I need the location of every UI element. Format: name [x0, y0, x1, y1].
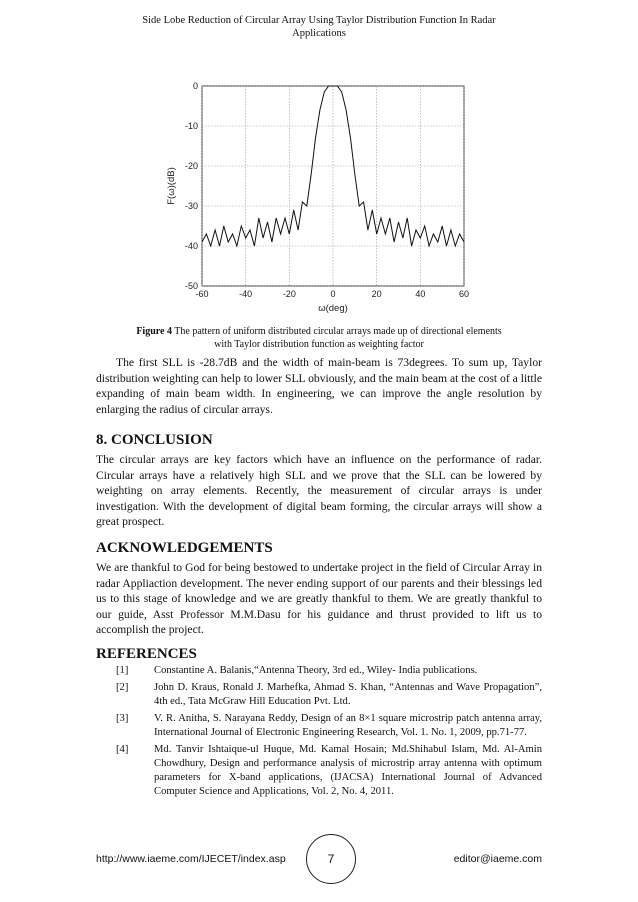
- figure-caption: [96, 325, 542, 351]
- acknowledgements-heading: ACKNOWLEDGEMENTS: [96, 540, 273, 556]
- reference-text: V. R. Anitha, S. Narayana Reddy, Design of an 8×1 square microstrip patch antenna array, International Journal of Electronic Engineering Research, Vol. 1. No. 1, 2009, pp.71-77.: [154, 713, 542, 738]
- caption-line-1: The pattern of uniform distributed circular arrays made up of directional elements: [174, 326, 502, 337]
- y-tick-label: -20: [184, 161, 198, 171]
- x-tick-label: -60: [195, 289, 209, 299]
- reference-item: [96, 712, 542, 740]
- y-tick-label: -10: [184, 121, 198, 131]
- x-axis-label: ω(deg): [318, 303, 348, 314]
- reference-number: [2]: [116, 682, 129, 693]
- footer-url-link[interactable]: http://www.iaeme.com/IJECET/index.asp: [96, 853, 286, 865]
- reference-item: [96, 681, 542, 709]
- conclusion-paragraph: The circular arrays are key factors which have an influence on the performance of radar. Circular arrays have a relatively high SLL and we prove that the SLL can be lowered by weighting on array elements. Recently, the measurement of circular arrays is under investigation. With the development of digital beam forming, the circular arrays will show a great prospect.: [96, 453, 542, 529]
- running-header: [80, 14, 558, 40]
- reference-text: Md. Tanvir Ishtaique-ul Huque, Md. Kamal Hosain; Md.Shihabul Islam, Md. Al-Amin Chowdhury, Design and performance analysis of microstrip array antenna with optimum parameters for X-band applications, (IJACSA) International Journal of Advanced Computer Science and Applications, Vol. 2, No. 4, 2011.: [154, 744, 542, 797]
- y-tick-label: -40: [184, 241, 198, 251]
- reference-text: Constantine A. Balanis,“Antenna Theory, 3rd ed., Wiley- India publications.: [154, 665, 478, 676]
- reference-number: [1]: [116, 665, 129, 676]
- references-heading: REFERENCES: [96, 646, 197, 662]
- reference-number: [3]: [116, 713, 129, 724]
- reference-item: [96, 743, 542, 799]
- page-number: 7: [306, 834, 356, 884]
- header-line-1: Side Lobe Reduction of Circular Array Using Taylor Distribution Function In Radar: [142, 15, 496, 26]
- header-line-2: Applications: [292, 28, 346, 39]
- caption-line-2: with Taylor distribution function as weighting factor: [214, 339, 424, 350]
- acknowledgements-paragraph: We are thankful to God for being bestowed to undertake project in the field of Circular Array in radar Appliaction development. The never ending support of our parents and their blessings led us to this stage of knowledge and we are greatly thankful to them. We are greatly thankful to our guide, Asst Professor M.M.Dasu for his guidance and thrust provided to lift us to accomplish the project.: [96, 561, 542, 637]
- x-tick-label: 20: [371, 289, 382, 299]
- x-tick-label: -40: [239, 289, 253, 299]
- results-paragraph: The first SLL is -28.7dB and the width of main-beam is 73degrees. To sum up, Taylor distribution weighting can help to lower SLL obviously, and the main beam at the cost of a little expanding of main beam width. In engineering, we can improve the angle resolution by enlarging the radius of circular arrays.: [96, 356, 542, 416]
- x-tick-label: -20: [282, 289, 296, 299]
- y-tick-label: -50: [184, 281, 198, 291]
- x-tick-label: 40: [415, 289, 426, 299]
- reference-number: [4]: [116, 744, 129, 755]
- y-tick-label: 0: [192, 81, 198, 91]
- x-tick-label: 60: [458, 289, 470, 299]
- y-axis-label: F(ω)(dB): [166, 167, 177, 205]
- reference-text: John D. Kraus, Ronald J. Marhefka, Ahmad S. Khan, “Antennas and Wave Propagation”, 4th ed., Tata McGraw Hill Education Pvt. Ltd.: [154, 682, 542, 707]
- y-tick-label: -30: [184, 201, 198, 211]
- reference-list: [96, 664, 542, 802]
- conclusion-heading: 8. CONCLUSION: [96, 432, 213, 448]
- figure-label: Figure 4: [136, 326, 172, 337]
- footer-email-link[interactable]: editor@iaeme.com: [453, 853, 542, 865]
- reference-item: [96, 664, 542, 678]
- x-tick-label: 0: [330, 289, 336, 299]
- radiation-pattern-chart: [158, 76, 480, 320]
